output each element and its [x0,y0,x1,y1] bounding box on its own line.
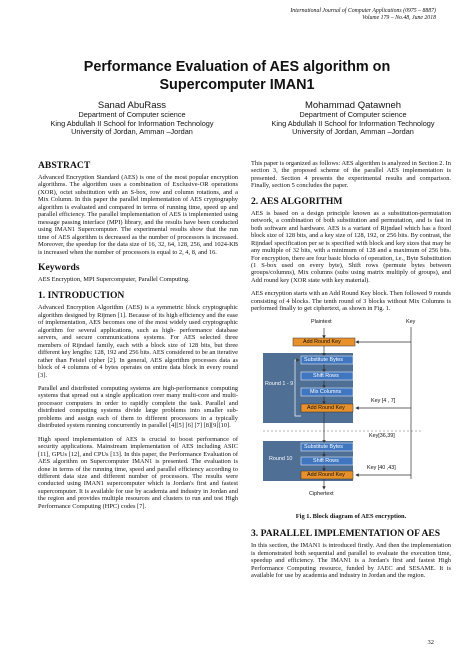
author-name: Mohammad Qatawneh [304,100,402,111]
author-dept: Department of Computer science [299,110,407,119]
introduction-heading: 1. INTRODUCTION [38,290,125,302]
author-university: University of Jordan, Amman –Jordan [292,127,414,137]
author-school: King Abdullah II School for Information Technology [271,118,435,128]
figure-caption: Fig 1. Block diagram of AES encryption. [295,512,407,520]
aes-paragraph-2: AES encryption starts with an Add Round Key block. Then followed 9 rounds consisting of 4 blocks. The tenth round of 3 blocks without Mix Columns is performed finally to get ciphertext, as shown in Fig. 1. [251,290,451,313]
keywords-heading: Keywords [38,261,80,273]
aes-diagram-lines [251,319,451,509]
intro-paragraph-3: High speed implementation of AES is crucial to boost performance of security applications. Mainstream implementation of AES including ASIC [11], GPUs [12], and CPUs [13]. In this paper, the Performance Evaluation of AES algorithm on Supercomputer IMAN1 is presented. The evaluation is done in terms of the running time, speed and parallel efficiency according to different data size and different number of processors. The results were conducted using IMAN1 supercomputer which is Jordan's first and fastest supercomputer. It is available for use by academia and industry in Jordan and the region and provides multiple resources and clusters to run and test High Performance Computing (HPC) codes [7]. [38,435,238,510]
aes-block-diagram [251,319,451,509]
key-40-43-label: Key [40 ,43] [367,464,396,471]
journal-volume: Volume 179 – No.48, June 2018 [362,15,436,22]
author-block-1 [22,100,242,137]
add-round-key-label: Add Round Key [307,471,345,478]
aes-algorithm-heading: 2. AES ALGORITHM [251,195,343,207]
key-label: Key [406,318,416,325]
key-36-39-label: Key[36,39] [369,432,395,439]
author-school: King Abdullah II School for Information Technology [50,118,214,128]
keywords-text: AES Encryption, MPI Supercomputer, Parallel Computing. [38,275,190,283]
shift-rows-label: Shift Rows [313,372,339,379]
mix-columns-label: Mix Columns [310,388,342,395]
title-line-1: Performance Evaluation of AES algorithm on [83,59,391,75]
abstract-text: Advanced Encryption Standard (AES) is one of the most popular encryption algorithms. The algorithm uses a combination of Exclusive-OR operations (XOR), octet substitution with an S-box, row and column rotations, and a Mix Column. In this paper the parallel implementation of AES cryptography algorithm is evaluated and compared in terms of running time, speed up and parallel efficiency. The parallel implementation of AES is implemented using message passing interface (MPI) library, and the results have been conducted using IMAN1 Supercomputer. The experimental results show that the run time of AES algorithm is decreased as the number of processors is increased. Moreover, the speedup for the data size of 16, 32, 64, 128, 256, and 1024-KB is increased when the number of processors is equal to 2, 4, 8, and 16. [38,174,238,256]
parallel-paragraph-1: In this section, the IMAN1 is introduced firstly. And then the implementation is demonstrated both sequential and parallel to evaluate the execution time, speedup and efficiency. The IMAN1 is a Jordan's first and fastest High Performance Computing resource, funded by JAEC and SESAME. It is available for use by academia and industry in Jordan and the region. [251,542,451,579]
author-dept: Department of Computer science [78,110,186,119]
author-block-2 [243,100,463,137]
round-1-9-label: Round 1 - 9 [265,380,294,387]
add-round-key-label: Add Round Key [307,404,345,411]
key-4-7-label: Key [4 , 7] [371,397,396,404]
parallel-implementation-heading: 3. PARALLEL IMPLEMENTATION OF AES [251,528,441,540]
right-column [251,160,451,585]
author-name: Sanad AbuRass [97,100,167,111]
round-10-label: Round 10 [269,455,293,462]
organization-paragraph: This paper is organized as follows: AES algorithm is analyzed in Section 2. In section 3, the proposed scheme of the parallel AES implementation is presented. Section 4 presents the experimental results and comparison. Finally, section 5 concludes the paper. [251,160,451,190]
intro-paragraph-2: Parallel and distributed computing systems are high-performance computing systems that spread out a single application over many multi-core and multi-processor computers in order to rapidly complete the task. Parallel and distributed computing systems divide large problems into smaller sub-problems and assign each of them to different processors in a typically distributed system running concurrently in parallel [4][5] [6] [7] [8][9][10]. [38,384,238,430]
shift-rows-label: Shift Rows [313,457,339,464]
add-round-key-label: Add Round Key [303,338,341,345]
substitute-bytes-label: Substitute Bytes [304,356,343,363]
plaintext-label: Plaintext [311,318,332,325]
title-line-2: Supercomputer IMAN1 [159,77,315,94]
journal-header [136,8,436,23]
abstract-heading: ABSTRACT [38,160,91,171]
aes-paragraph-1: AES is based on a design principle known as a substitution-permutation network, a combination of both substitution and permutation, and is fast in both software and hardware. AES is a variant of Rijndael which has a fixed block size of 128 bits, and a key size of 128, 192, or 256 bits. By contrast, the Rijndael specification per se is specified with block and key sizes that may be any multiple of 32 bits, with a minimum of 128 and a maximum of 256 bits. For encryption, there are four basic blocks of operation, i.e., Byte Substitution (1 S-box used on every byte), Shift rows (permute bytes between groups/columns), Mix columns (subs using matrix multiply of groups), and Add round key (XOR state with key material). [251,209,451,284]
paper-title [30,58,444,94]
page-number: 32 [427,639,434,646]
substitute-bytes-label: Substitute Bytes [304,443,343,450]
author-university: University of Jordan, Amman –Jordan [71,127,193,137]
journal-name: International Journal of Computer Applications (0975 – 8887) [290,8,436,14]
left-column [38,160,238,516]
intro-paragraph-1: Advanced Encryption Algorithm (AES) is a symmetric block cryptographic algorithm designed by Rijmen [1]. Because of its high efficiency and the ease of implementation, AES becomes one of the most widely used cryptographic algorithm for several applications, such as high- performance database servers, and secure communications systems. For AES selected three members of Rijndael family, each with a block size of 128 bits, but three different key lengths: 128, 192 and 256 bits. AES considered to be an iterative rather than Feistel cipher [2]. In general, AES algorithm processes data as block of 4 columns of 4 bytes operates on entire data block in every round [3]. [38,304,238,379]
ciphertext-label: Ciphertext [309,490,334,497]
